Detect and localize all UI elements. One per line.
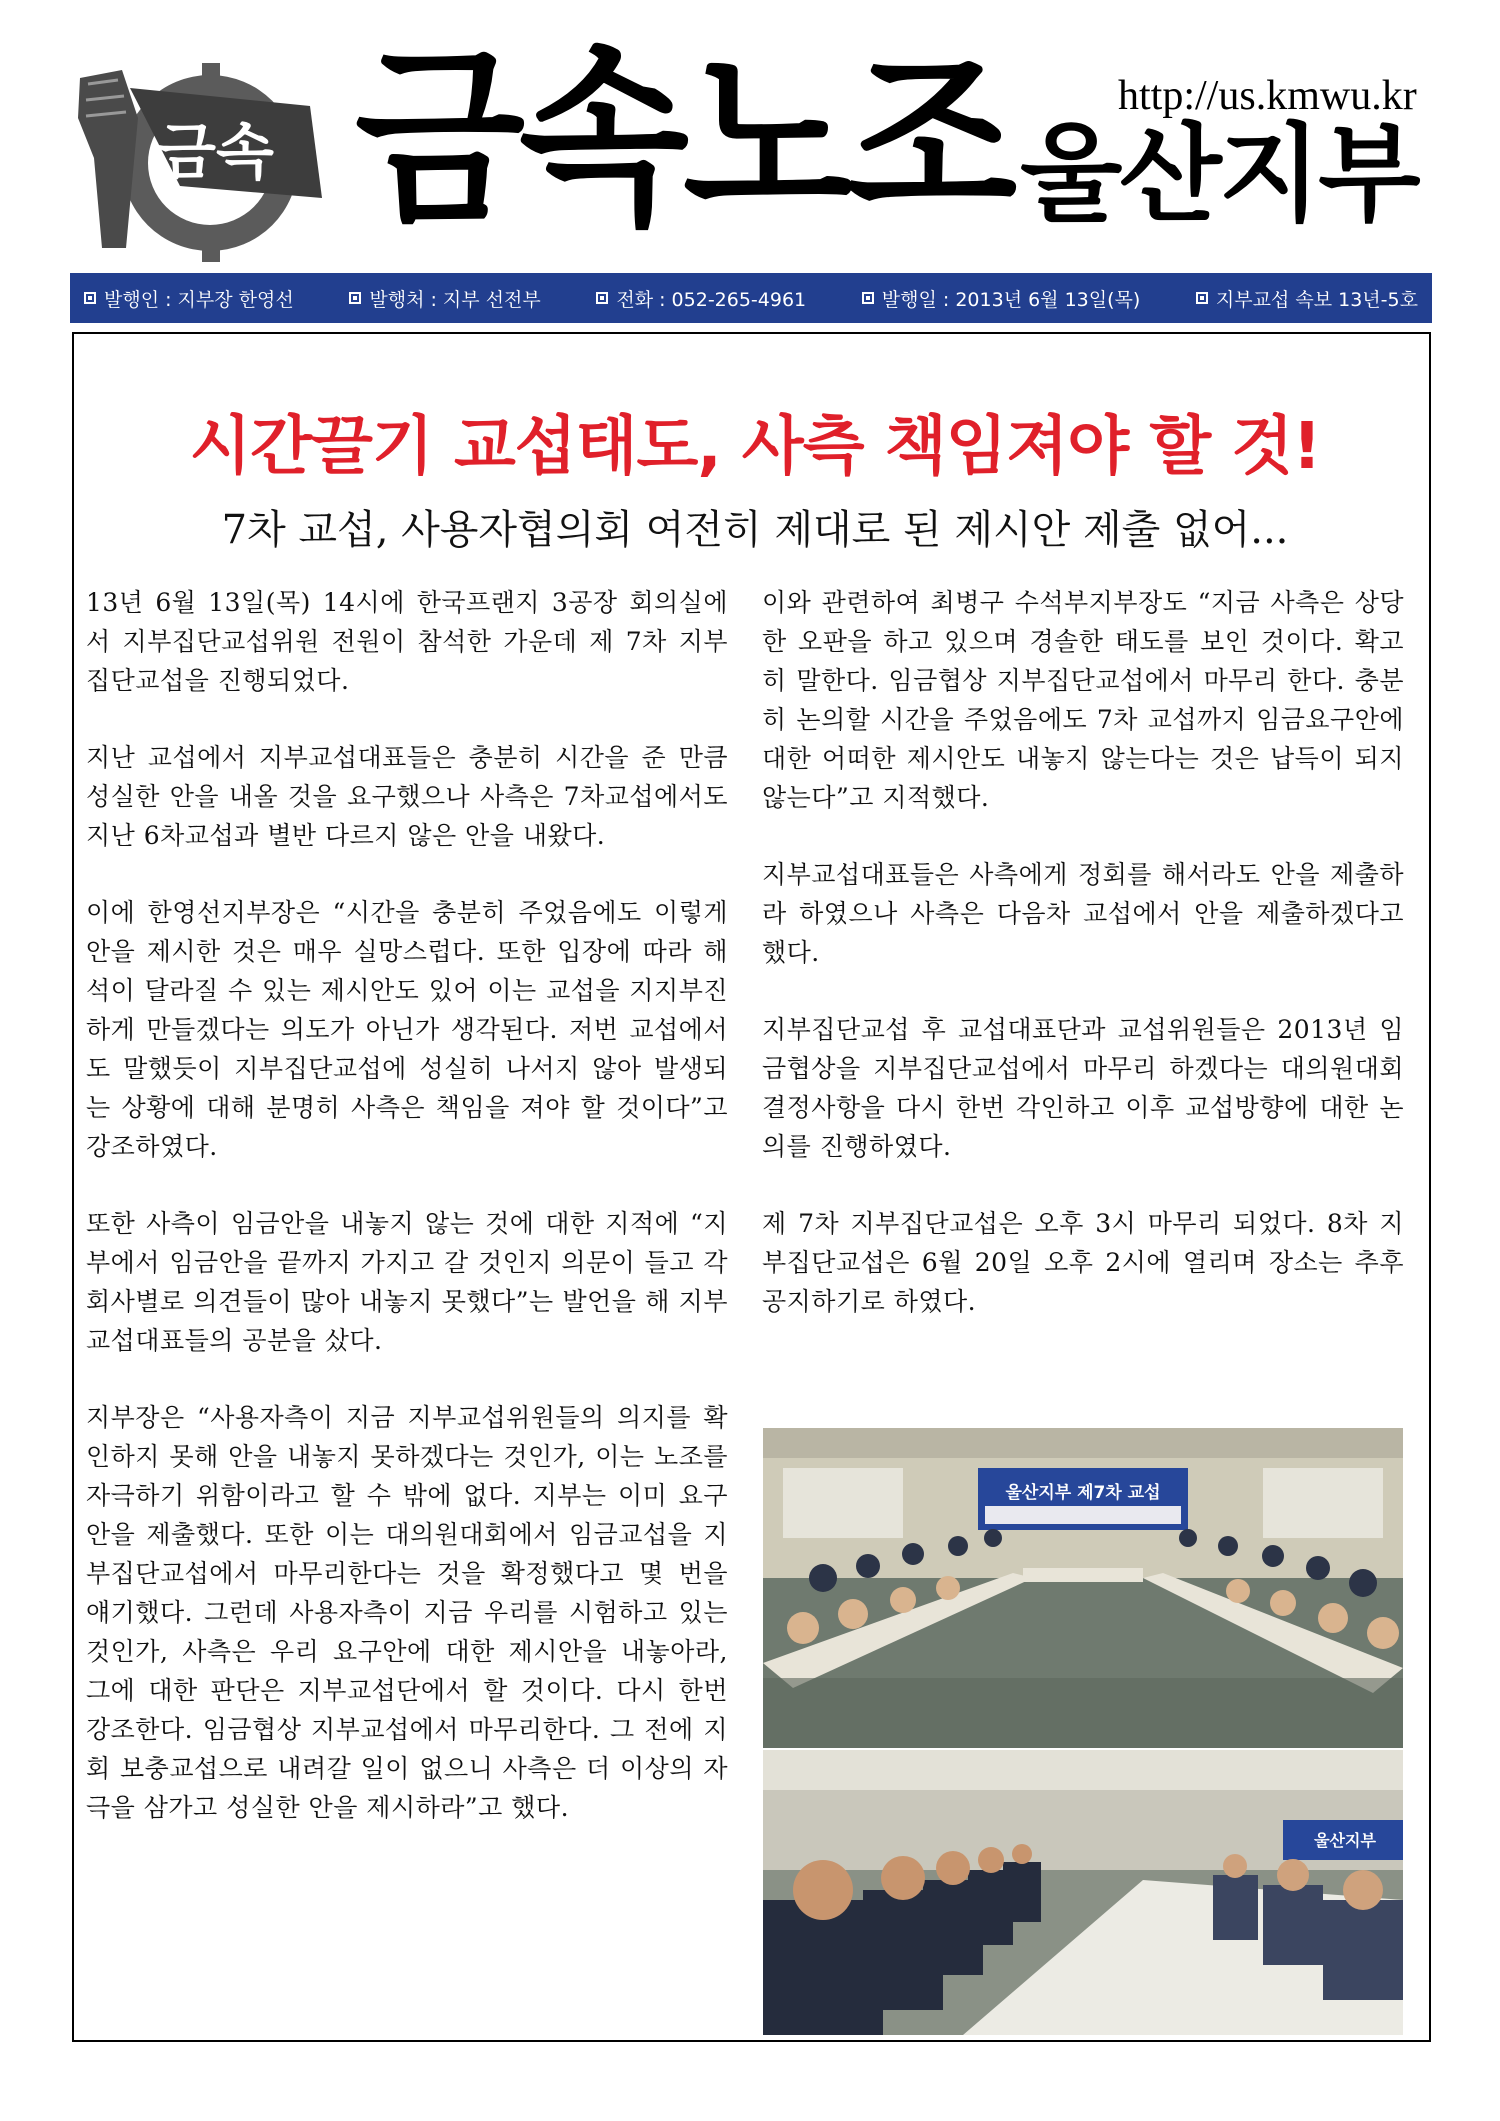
publisher-text: 발행인 : 지부장 한영선 [104, 288, 294, 311]
photo2-banner-text: 울산지부 [1314, 1831, 1376, 1850]
article-headline: 시간끌기 교섭태도, 사측 책임져야 할 것! [189, 410, 1321, 484]
meeting-room-photo [763, 1428, 1403, 1748]
info-phone [596, 285, 806, 312]
paragraph: 지부장은 “사용자측이 지금 지부교섭위원들의 의지를 확인하지 못해 안을 내놓지 못하겠다는 것인가, 이는 노조를 자극하기 위함이라고 할 수 밖에 없다. 지부는 이미 요구안을 제출했다. 또한 이는 대의원대회에서 임금교섭을 지부집단교섭에서 마무리한다는 것을 확정했다고 몇 번을 얘기했다. 그런데 사용자측이 지금 우리를 시험하고 있는 것인가, 사측은 우리 요구안에 대한 제시안을 내놓아라, 그에 대한 판단은 지부교섭단에서 할 것이다. 다시 한번 강조한다. 임금협상 지부교섭에서 마무리한다. 그 전에 지회 보충교섭으로 내려갈 일이 없으니 사측은 더 이상의 자극을 삼가고 성실한 안을 제시하라”고 했다. [86, 1403, 728, 1822]
meeting-photo-1 [763, 1428, 1403, 1748]
meeting-photo-2 [763, 1750, 1403, 2035]
paragraph: 이와 관련하여 최병구 수석부지부장도 “지금 사측은 상당한 오판을 하고 있으며 경솔한 태도를 보인 것이다. 확고히 말한다. 임금협상 지부집단교섭에서 마무리 한다. 충분히 논의할 시간을 주었음에도 7차 교섭까지 임금요구안에 대한 어떠한 제시안도 내놓지 않는다는 것은 납득이 되지 않는다”고 지적했다. [762, 588, 1404, 812]
paragraph: 지부교섭대표들은 사측에게 정회를 해서라도 안을 제출하라 하였으나 사측은 다음차 교섭에서 안을 제출하겠다고 했다. [762, 860, 1404, 967]
info-date [862, 285, 1140, 312]
site-url-link[interactable]: http://us.kmwu.kr [1118, 73, 1417, 119]
date-text: 발행일 : 2013년 6월 13일(목) [881, 288, 1141, 311]
meeting-side-photo [763, 1750, 1403, 2035]
logo-text: 금속 [158, 118, 274, 188]
publication-info-bar [70, 273, 1432, 323]
phone-text: 전화 : 052-265-4961 [616, 288, 807, 311]
article-subheadline: 7차 교섭, 사용자협의회 여전히 제대로 된 제시안 제출 없어... [221, 507, 1289, 553]
info-publisher [84, 285, 294, 312]
paragraph: 지부집단교섭 후 교섭대표단과 교섭위원들은 2013년 임금협상을 지부집단교섭에서 마무리 하겠다는 대의원대회 결정사항을 다시 한번 각인하고 이후 교섭방향에 대한 논의를 진행하였다. [762, 1015, 1404, 1161]
paragraph: 제 7차 지부집단교섭은 오후 3시 마무리 되었다. 8차 지부집단교섭은 6월 20일 오후 2시에 열리며 장소는 추후 공지하기로 하였다. [762, 1209, 1404, 1316]
square-bullet-icon [349, 292, 361, 304]
article-left-column [86, 583, 728, 1865]
paragraph: 또한 사측이 임금안을 내놓지 않는 것에 대한 지적에 “지부에서 임금안을 끝까지 가지고 갈 것인지 의문이 들고 각 회사별로 의견들이 많아 내놓지 못했다”는 발언을 해 지부교섭대표들의 공분을 샀다. [86, 1209, 728, 1355]
masthead-subtitle: 울산지부 [1020, 113, 1418, 236]
paragraph: 13년 6월 13일(목) 14시에 한국프랜지 3공장 회의실에서 지부집단교섭위원 전원이 참석한 가운데 제 7차 지부집단교섭을 진행되었다. [86, 588, 728, 695]
info-issuer [349, 285, 540, 312]
paragraph: 지난 교섭에서 지부교섭대표들은 충분히 시간을 준 만큼 성실한 안을 내올 것을 요구했으나 사측은 7차교섭에서도 지난 6차교섭과 별반 다르지 않은 안을 내왔다. [86, 743, 728, 850]
masthead-title: 금속노조 [355, 28, 1012, 251]
paragraph: 이에 한영선지부장은 “시간을 충분히 주었음에도 이렇게 안을 제시한 것은 매우 실망스럽다. 또한 입장에 따라 해석이 달라질 수 있는 제시안도 있어 이는 교섭을 지지부진하게 만들겠다는 의도가 아닌가 생각된다. 저번 교섭에서도 말했듯이 지부집단교섭에 성실히 나서지 않아 발생되는 상황에 대해 분명히 사측은 책임을 져야 할 것이다”고 강조하였다. [86, 898, 728, 1161]
fist-gear-logo-icon [60, 48, 335, 263]
square-bullet-icon [84, 292, 96, 304]
issue-text: 지부교섭 속보 13년-5호 [1215, 288, 1418, 311]
union-logo [60, 48, 335, 263]
info-issue [1196, 285, 1418, 312]
square-bullet-icon [1196, 292, 1208, 304]
article-right-column [762, 583, 1404, 1359]
square-bullet-icon [596, 292, 608, 304]
issuer-text: 발행처 : 지부 선전부 [369, 288, 541, 311]
square-bullet-icon [862, 292, 874, 304]
photo1-banner-text: 울산지부 제7차 교섭 [1005, 1483, 1161, 1503]
